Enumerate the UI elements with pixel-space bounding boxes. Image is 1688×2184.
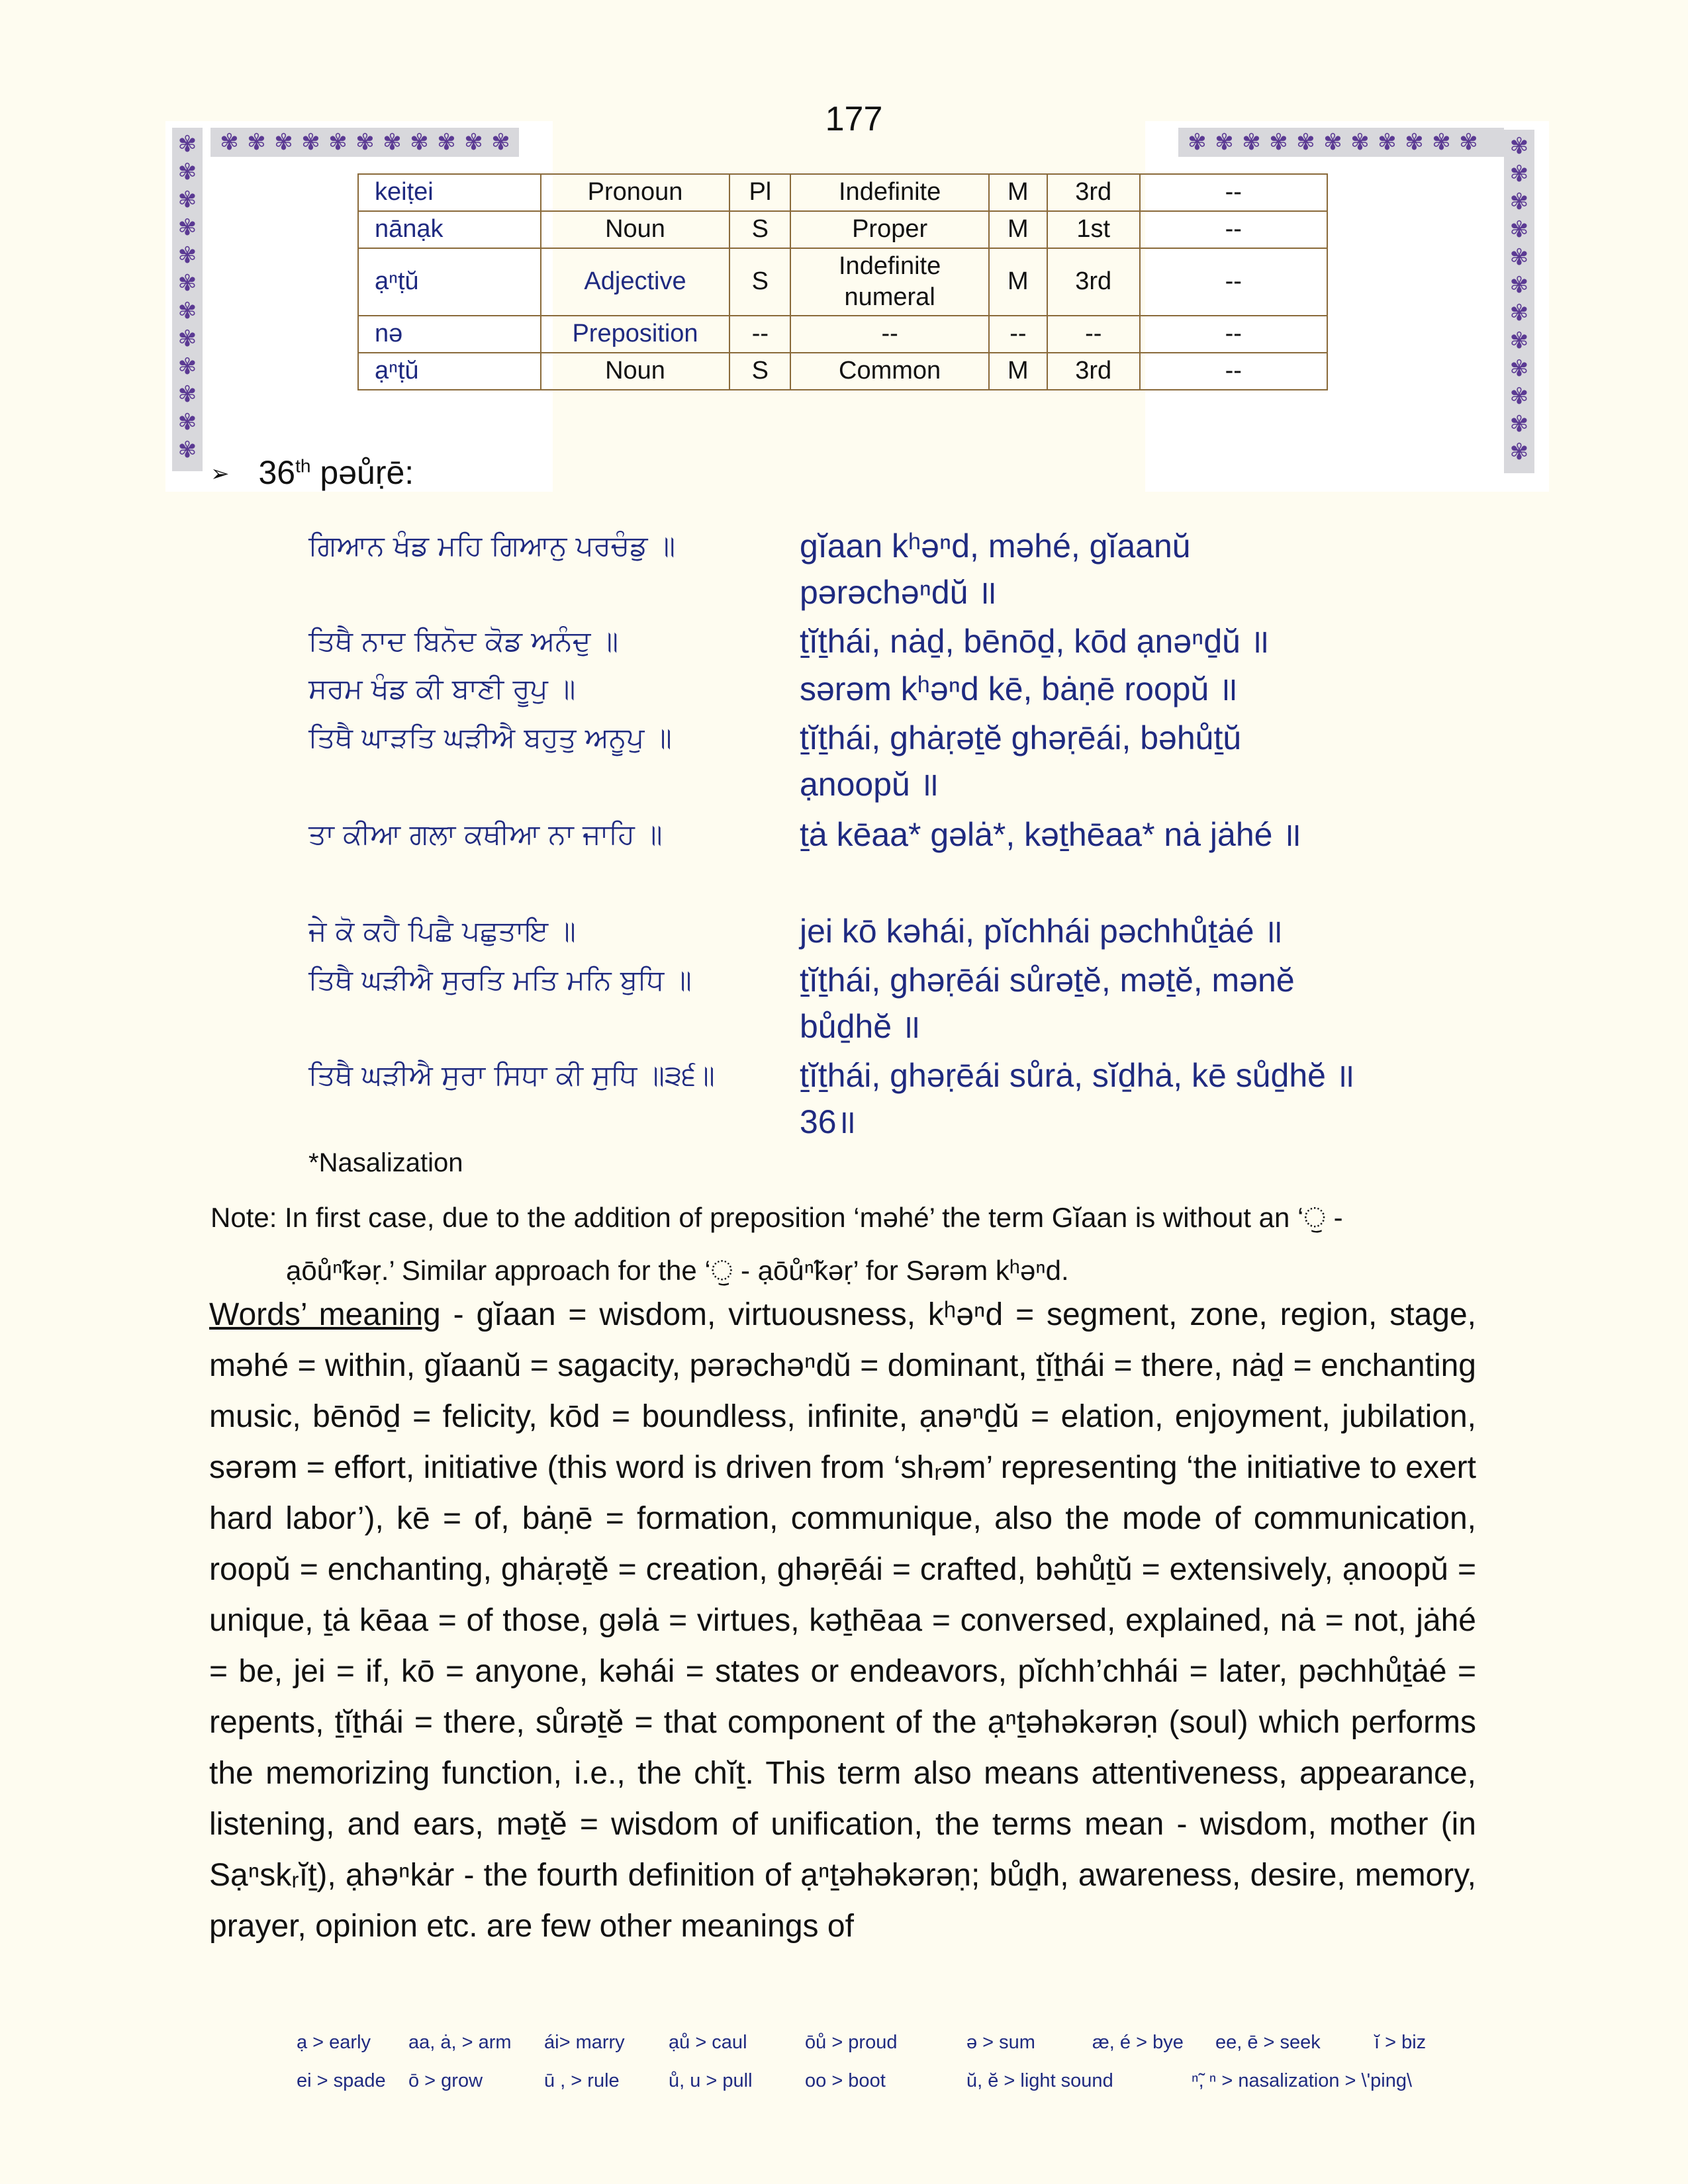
table-cell-person: 1st [1047,211,1140,248]
table-cell-type: Proper [790,211,989,248]
legend-item: ōů > proud [805,2032,898,2053]
table-cell-number: Pl [729,174,790,211]
flower-ornament-icon: ✾ [1509,356,1529,381]
table-cell-number: -- [729,316,790,353]
grammar-table [357,173,1328,390]
verse-translit: gĭaan kʰəⁿd, məhé, gĭaanŭ pərəchəⁿdŭ ॥ [800,527,1191,611]
legend-item: ái> marry [544,2032,625,2053]
flower-ornament-icon: ✾ [177,298,197,324]
table-cell-extra: -- [1140,248,1327,316]
legend-item: ū , > rule [544,2070,620,2091]
flower-ornament-icon: ✾ [177,187,197,212]
table-cell-number: S [729,248,790,316]
flower-ornament-icon: ✾ [464,130,483,155]
table-row [358,248,1327,316]
table-row [358,316,1327,353]
table-cell-extra: -- [1140,174,1327,211]
flower-ornament-icon: ✾ [1188,130,1207,155]
flower-ornament-icon: ✾ [177,326,197,351]
flower-ornament-icon: ✾ [491,130,510,155]
note-line-1: Note: In first case, due to the addition of preposition ‘məhé’ the term Gĭaan is without an ‘ੁ - [211,1202,1343,1233]
table-row [358,211,1327,248]
legend-item: ⁿ̃, ⁿ > nasalization > \'ping\ [1192,2070,1413,2091]
verse-translit: sərəm kʰəⁿd kē, bȧṇē roopŭ ॥ [800,670,1239,707]
table-cell-pos: Preposition [541,316,730,353]
table-cell-extra: -- [1140,316,1327,353]
table-cell-person: 3rd [1047,353,1140,390]
table-cell-type: Indefinite [790,174,989,211]
table-cell-gender: M [989,211,1047,248]
words-meaning-paragraph [209,1289,1476,1952]
table-cell-type: -- [790,316,989,353]
flower-ornament-icon: ✾ [328,130,348,155]
note-paragraph [211,1191,1481,1297]
flower-ornament-icon: ✾ [247,130,266,155]
flower-ornament-icon: ✾ [177,215,197,240]
table-cell-pos: Noun [541,353,730,390]
flower-ornament-icon: ✾ [1509,161,1529,187]
note-line-2: ạōůⁿ̃kəṛ.’ Similar approach for the ‘ੁ - ạōůⁿ̃kəṛ’ for Sərəm kʰəⁿd. [286,1255,1069,1286]
flower-ornament-icon: ✾ [1432,130,1451,155]
legend-item: ei > spade [297,2070,386,2091]
section-heading [211,453,414,492]
verse-translit: ṯĭṯhái, ghəṛēái sůrəṯĕ, məṯĕ, mənĕ bůḏhĕ ॥ [800,962,1295,1045]
flower-ornament-icon: ✾ [1215,130,1234,155]
verse-gurmukhi: ਤਾ ਕੀਆ ਗਲਾ ਕਥੀਆ ਨਾ ਜਾਹਿ ॥ [308,818,663,850]
legend-item: ə > sum [966,2032,1035,2053]
flower-ornament-icon: ✾ [1509,217,1529,242]
decorative-border-left [172,128,203,471]
legend-item: ạů > caul [669,2032,747,2053]
table-cell-person: 3rd [1047,248,1140,316]
table-row [358,353,1327,390]
verse-translit: jei kō kəhái, pĭchhái pəchhůṯȧé ॥ [800,913,1284,950]
table-cell-word: nānạk [358,211,541,248]
legend-item: aa, ȧ, > arm [408,2032,512,2053]
decorative-border-right [1504,130,1534,473]
page-number: 177 [825,100,883,138]
flower-ornament-icon: ✾ [383,130,402,155]
flower-ornament-icon: ✾ [177,159,197,185]
flower-ornament-icon: ✾ [1296,130,1315,155]
legend-item: ů, u > pull [669,2070,753,2091]
table-cell-type: Indefinite numeral [790,248,989,316]
verse-translit: ṯĭṯhái, ghȧṛəṯĕ ghəṛēái, bəhůṯŭ ạnoopŭ ॥ [800,719,1242,803]
legend-item: ạ > early [297,2032,371,2053]
heading-number: 36 [258,454,296,491]
flower-ornament-icon: ✾ [410,130,429,155]
flower-ornament-icon: ✾ [177,271,197,296]
verse-gurmukhi: ਜੇ ਕੋ ਕਹੈ ਪਿਛੈ ਪਛੁਤਾਇ ॥ [308,915,576,947]
table-row [358,174,1327,211]
table-cell-number: S [729,353,790,390]
table-cell-word: ạⁿṭŭ [358,248,541,316]
words-meaning-text: - gĭaan = wisdom, virtuousness, kʰəⁿd = segment, zone, region, stage, məhé = within, gĭaanŭ = sagacity, pərəchəⁿdŭ = dominant, ṯĭṯhái = there, nȧḏ = enchanting music, bēnōḏ = felicity, kōd = boundless, infinite, ạnəⁿḏŭ = elation, enjoyment, jubilation, sərəm = effort, initiative (this word is driven from ‘shᵣəm’ representing ‘the initiative to exert hard labor’), kē = of, bȧṇē = formation, communique, also the mode of communication, roopŭ = enchanting, ghȧṛəṯĕ = creation, ghəṛēái = crafted, bəhůṯŭ = extensively, ạnoopŭ = unique, ṯȧ kēaa = of those, gəlȧ = virtues, kəṯhēaa = conversed, explained, nȧ = not, jȧhé = be, jei = if, kō = anyone, kəhái = states or endeavors, pĭchh’chhái = later, pəchhůṯȧé = repents, ṯĭṯhái = there, sůrəṯĕ = that component of the ạⁿṯəhəkərəṇ (soul) which performs the memorizing function, i.e., the chĭṯ. This term also means attentiveness, appearance, listening, and ears, məṯĕ = wisdom of unification, the terms mean - wisdom, mother (in Sạⁿskᵣĭṯ), ạhəⁿkȧr - the fourth definition of ạⁿṯəhəkərəṇ; bůḏh, awareness, desire, memory, prayer, opinion etc. are few other meanings of [209,1297,1477,1944]
heading-suffix: th [295,455,311,477]
verse-gurmukhi: ਸਰਮ ਖੰਡ ਕੀ ਬਾਣੀ ਰੂਪੁ ॥ [308,672,576,705]
flower-ornament-icon: ✾ [1242,130,1261,155]
flower-ornament-icon: ✾ [1509,384,1529,409]
flower-ornament-icon: ✾ [1509,189,1529,214]
words-meaning-label: Words’ meaning [209,1297,441,1332]
nasalization-note: *Nasalization [308,1148,463,1177]
table-cell-word: ạⁿṭŭ [358,353,541,390]
flower-ornament-icon: ✾ [1323,130,1342,155]
flower-ornament-icon: ✾ [177,410,197,435]
table-cell-person: -- [1047,316,1140,353]
table-cell-pos: Adjective [541,248,730,316]
table-cell-type: Common [790,353,989,390]
flower-ornament-icon: ✾ [1405,130,1424,155]
heading-title: pəůṛē: [320,454,414,491]
verse-gurmukhi: ਤਿਥੈ ਨਾਦ ਬਿਨੋਦ ਕੋਡ ਅਨੰਦੁ ॥ [308,625,619,657]
verse-gurmukhi: ਤਿਥੈ ਘੜੀਐ ਸੁਰਾ ਸਿਧਾ ਕੀ ਸੁਧਿ ॥੩੬॥ [308,1059,715,1091]
flower-ornament-icon: ✾ [1459,130,1478,155]
verse-translit: ṯĭṯhái, nȧḏ, bēnōḏ, kōd ạnəⁿḏŭ ॥ [800,623,1270,660]
flower-ornament-icon: ✾ [1350,130,1370,155]
flower-ornament-icon: ✾ [1509,412,1529,437]
decorative-border-top-right [1178,128,1504,157]
flower-ornament-icon: ✾ [1509,245,1529,270]
table-cell-pos: Pronoun [541,174,730,211]
table-cell-gender: M [989,248,1047,316]
flower-ornament-icon: ✾ [355,130,375,155]
decorative-border-top-left [211,128,519,157]
flower-ornament-icon: ✾ [1269,130,1288,155]
legend-item: ō > grow [408,2070,483,2091]
flower-ornament-icon: ✾ [177,354,197,379]
verse-gurmukhi: ਗਿਆਨ ਖੰਡ ਮਹਿ ਗਿਆਨੁ ਪਰਚੰਡੁ ॥ [308,529,676,562]
table-cell-person: 3rd [1047,174,1140,211]
legend-item: ĭ > biz [1374,2032,1427,2053]
flower-ornament-icon: ✾ [177,243,197,268]
flower-ornament-icon: ✾ [301,130,320,155]
verse-translit: ṯĭṯhái, ghəṛēái sůrȧ, sĭḏhȧ, kē sůḏhĕ ॥36॥ [800,1057,1355,1140]
flower-ornament-icon: ✾ [1509,328,1529,353]
table-cell-number: S [729,211,790,248]
bullet-arrow-icon: ➢ [211,461,230,486]
flower-ornament-icon: ✾ [177,382,197,407]
legend-item: oo > boot [805,2070,886,2091]
table-cell-gender: M [989,174,1047,211]
table-cell-gender: M [989,353,1047,390]
flower-ornament-icon: ✾ [1378,130,1397,155]
flower-ornament-icon: ✾ [177,437,197,463]
legend-item: ee, ē > seek [1215,2032,1321,2053]
table-cell-gender: -- [989,316,1047,353]
flower-ornament-icon: ✾ [220,130,239,155]
legend-item: ŭ, ĕ > light sound [966,2070,1113,2091]
table-cell-pos: Noun [541,211,730,248]
flower-ornament-icon: ✾ [177,132,197,157]
flower-ornament-icon: ✾ [274,130,293,155]
table-cell-extra: -- [1140,211,1327,248]
table-cell-extra: -- [1140,353,1327,390]
flower-ornament-icon: ✾ [437,130,456,155]
flower-ornament-icon: ✾ [1509,134,1529,159]
table-cell-word: keiṭei [358,174,541,211]
legend-item: æ, é > bye [1092,2032,1184,2053]
flower-ornament-icon: ✾ [1509,300,1529,326]
verse-gurmukhi: ਤਿਥੈ ਘਾੜਤਿ ਘੜੀਐ ਬਹੁਤੁ ਅਨੂਪੁ ॥ [308,721,672,754]
verse-translit: ṯȧ kēaa* gəlȧ*, kəṯhēaa* nȧ jȧhé ॥ [800,816,1302,853]
table-cell-word: nə [358,316,541,353]
verse-gurmukhi: ਤਿਥੈ ਘੜੀਐ ਸੁਰਤਿ ਮਤਿ ਮਨਿ ਬੁਧਿ ॥ [308,964,692,996]
flower-ornament-icon: ✾ [1509,273,1529,298]
flower-ornament-icon: ✾ [1509,439,1529,465]
